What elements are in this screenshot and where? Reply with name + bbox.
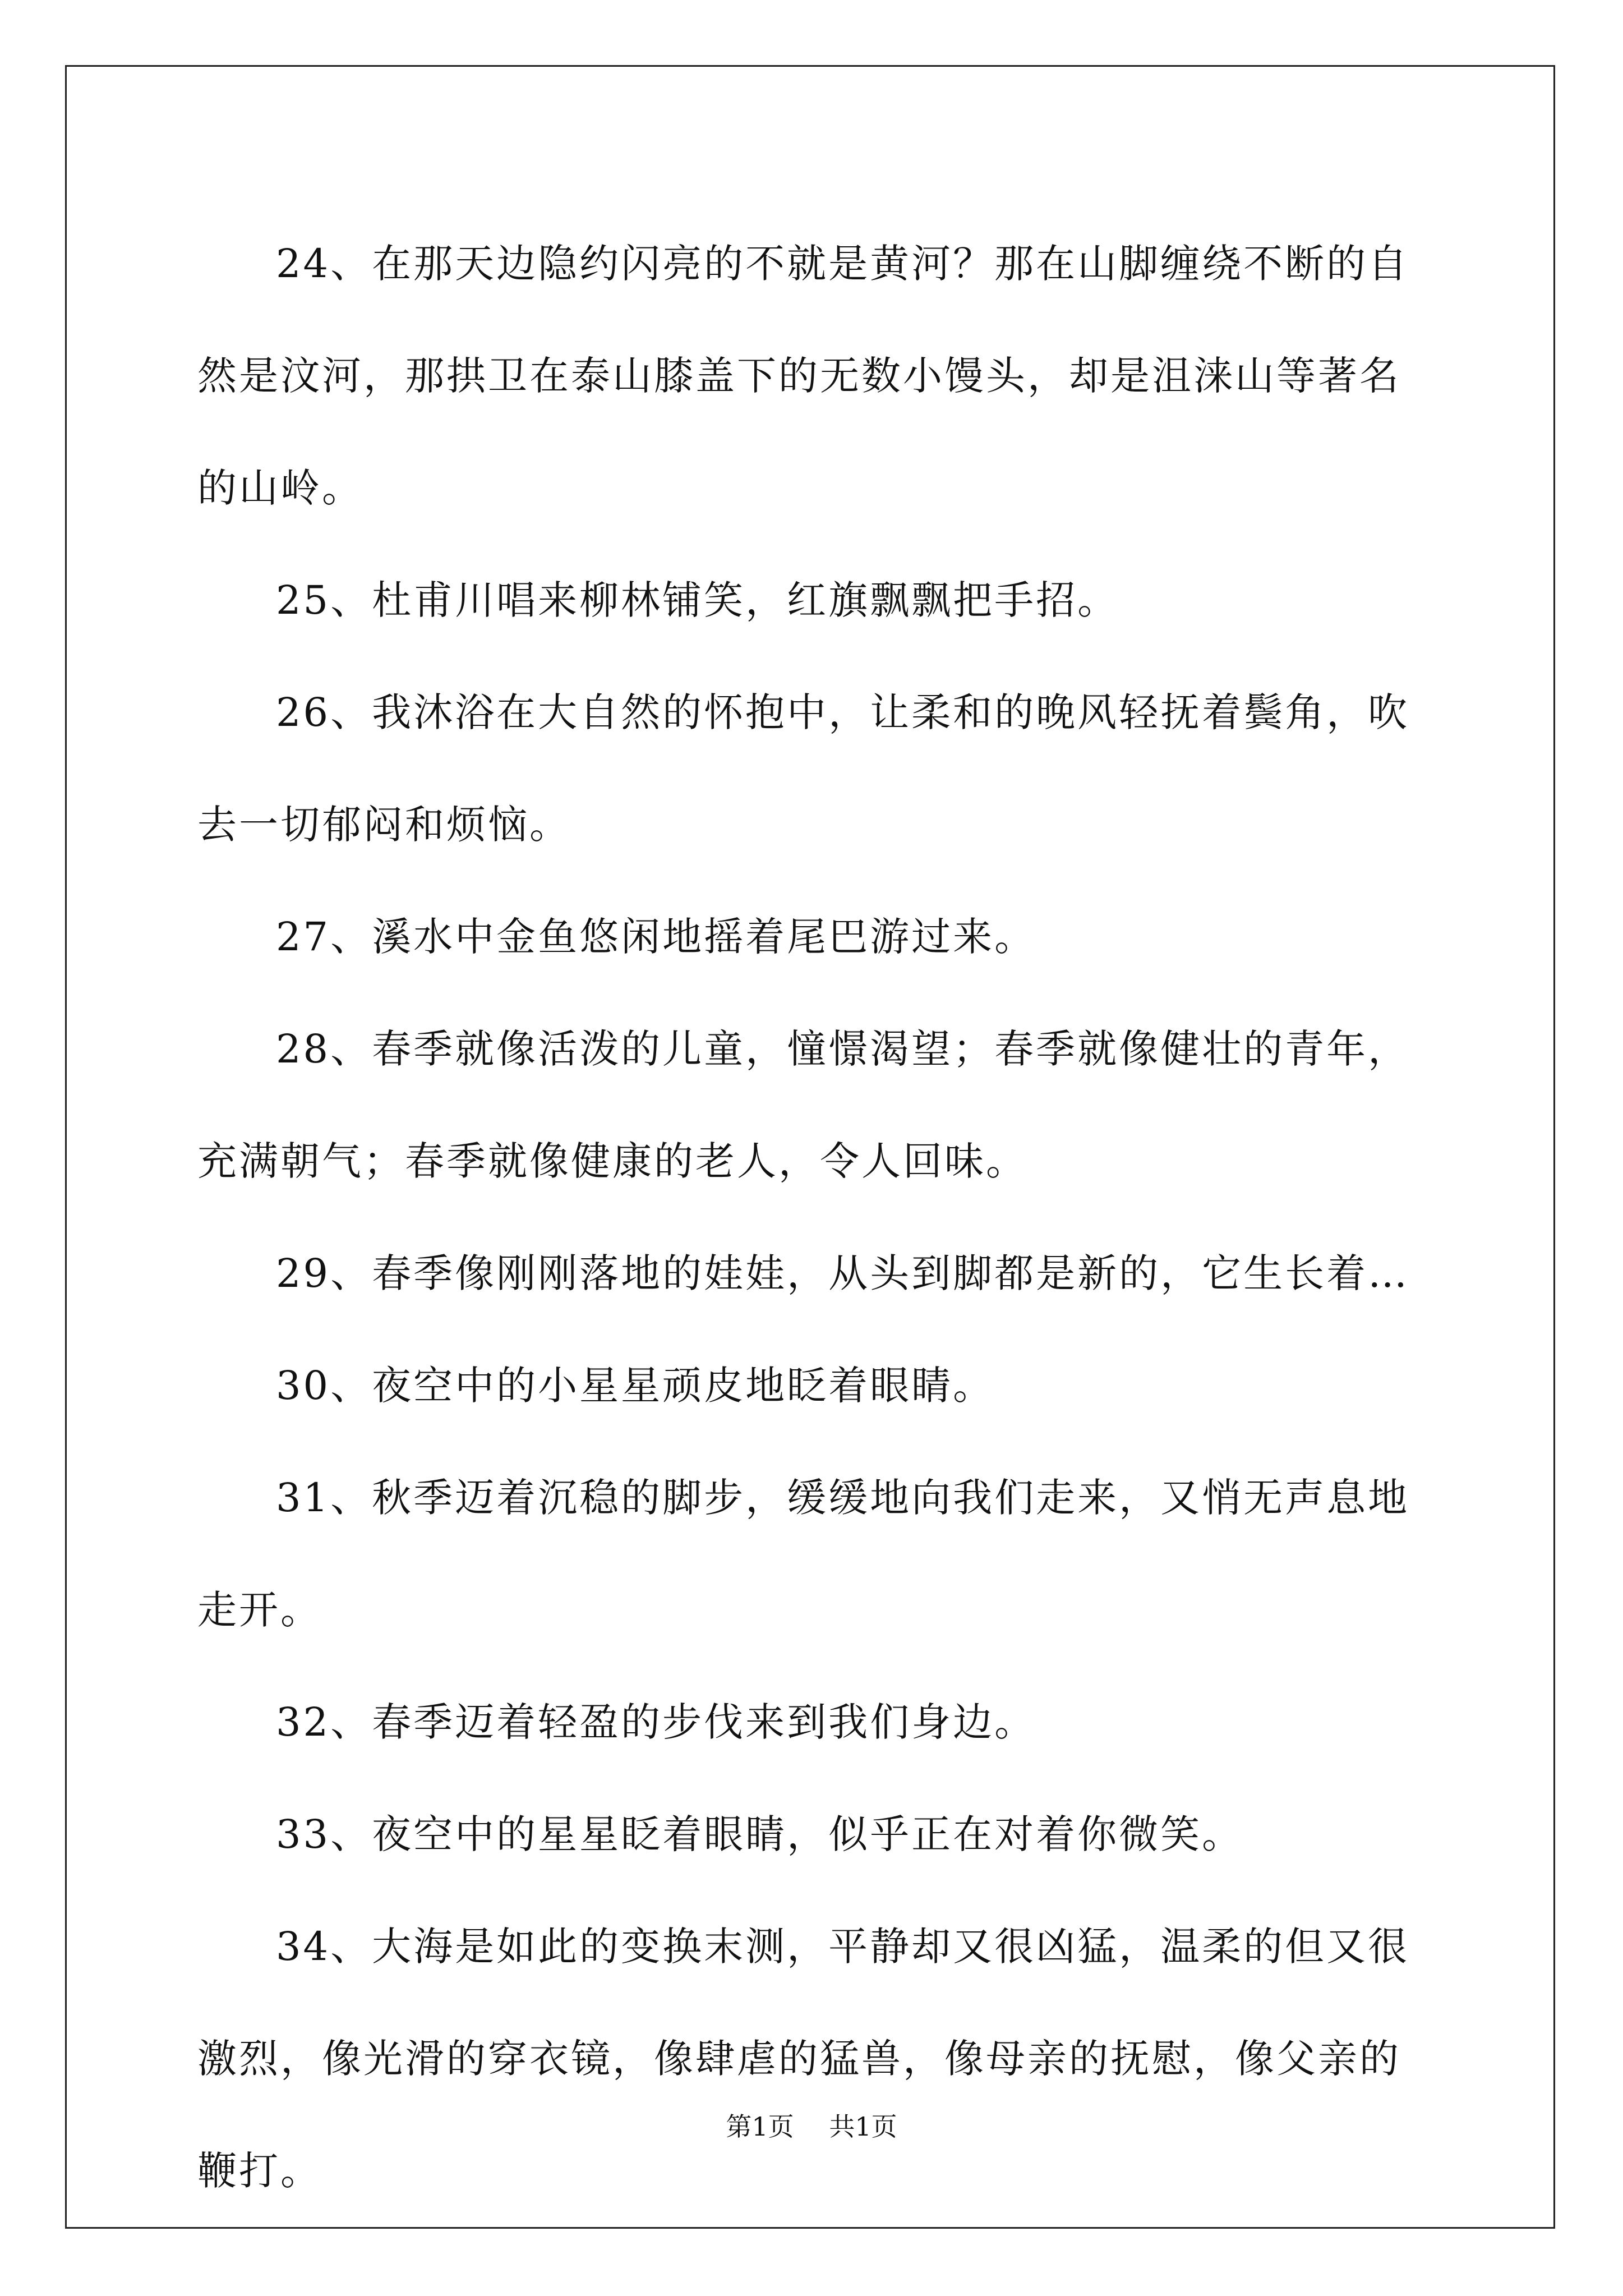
paragraph-29: 29、春季像刚刚落地的娃娃，从头到脚都是新的，它生长着… [276, 1250, 1410, 1296]
paragraph-26: 26、我沐浴在大自然的怀抱中，让柔和的晚风轻抚着鬓角，吹去一切郁闷和烦恼。 [197, 689, 1410, 848]
page-number-total: 共1页 [829, 2111, 897, 2142]
paragraph-24: 24、在那天边隐约闪亮的不就是黄河？那在山脚缠绕不断的自然是汶河，那拱卫在泰山膝盖下的无数小馒头，却是沮涞山等著名的山岭。 [197, 241, 1410, 511]
paragraph-32: 32、春季迈着轻盈的步伐来到我们身边。 [276, 1699, 1036, 1745]
document-body [197, 208, 1431, 2227]
page-number-current: 第1页 [726, 2111, 794, 2142]
paragraph-33: 33、夜空中的星星眨着眼睛，似乎正在对着你微笑。 [276, 1811, 1244, 1857]
paragraph-25: 25、杜甫川唱来柳林铺笑，红旗飘飘把手招。 [276, 577, 1119, 623]
paragraph-30: 30、夜空中的小星星顽皮地眨着眼睛。 [276, 1363, 995, 1409]
paragraph-28: 28、春季就像活泼的儿童，憧憬渴望；春季就像健壮的青年，充满朝气；春季就像健康的老人，令人回味。 [197, 1026, 1410, 1184]
paragraph-27: 27、溪水中金鱼悠闲地摇着尾巴游过来。 [276, 914, 1036, 960]
paragraph-31: 31、秋季迈着沉稳的脚步，缓缓地向我们走来，又悄无声息地走开。 [197, 1475, 1410, 1633]
paragraph-34: 34、大海是如此的变换末测，平静却又很凶猛，温柔的但又很激烈，像光滑的穿衣镜，像肆虐的猛兽，像母亲的抚慰，像父亲的鞭打。 [197, 1924, 1410, 2194]
page-footer [0, 2106, 1623, 2143]
